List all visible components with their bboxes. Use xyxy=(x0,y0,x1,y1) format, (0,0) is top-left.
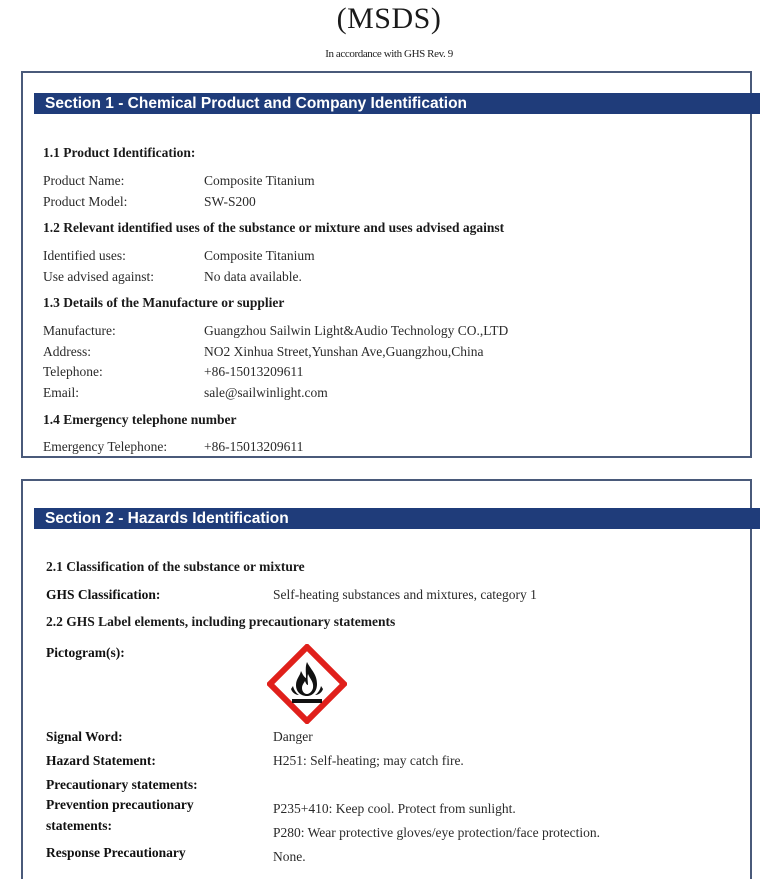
telephone-label: Telephone: xyxy=(43,364,103,379)
prevention-statements-label: statements: xyxy=(46,818,112,833)
section-2-title-bar: Section 2 - Hazards Identification xyxy=(34,508,760,529)
signal-word-label: Signal Word: xyxy=(46,729,123,744)
address-label: Address: xyxy=(43,344,91,359)
section-1-title-bar: Section 1 - Chemical Product and Company Identification xyxy=(34,93,760,114)
use-advised-against-label: Use advised against: xyxy=(43,269,154,284)
subsection-2-1-heading: 2.1 Classification of the substance or mixture xyxy=(46,559,305,574)
response-precautionary-label: Response Precautionary xyxy=(46,845,186,860)
identified-uses-label: Identified uses: xyxy=(43,248,126,263)
use-advised-against-value: No data available. xyxy=(204,269,302,284)
pictogram-label: Pictogram(s): xyxy=(46,645,125,660)
product-name-label: Product Name: xyxy=(43,173,125,188)
section-1-panel xyxy=(21,71,752,458)
emergency-telephone-value: +86-15013209611 xyxy=(204,439,304,454)
document-title: (MSDS) xyxy=(336,2,442,35)
ghs02-flame-icon xyxy=(267,644,347,724)
hazard-statement-label: Hazard Statement: xyxy=(46,753,156,768)
prevention-precautionary-label: Prevention precautionary xyxy=(46,797,194,812)
subsection-1-2-heading: 1.2 Relevant identified uses of the substance or mixture and uses advised against xyxy=(43,220,505,235)
precautionary-statements-label: Precautionary statements: xyxy=(46,777,198,792)
product-name-value: Composite Titanium xyxy=(204,173,315,188)
product-model-value: SW-S200 xyxy=(204,194,256,209)
manufacture-value: Guangzhou Sailwin Light&Audio Technology CO.,LTD xyxy=(204,323,509,338)
email-label: Email: xyxy=(43,385,79,400)
email-value: sale@sailwinlight.com xyxy=(204,385,328,400)
emergency-telephone-label: Emergency Telephone: xyxy=(43,439,168,454)
identified-uses-value: Composite Titanium xyxy=(204,248,315,263)
telephone-value: +86-15013209611 xyxy=(204,364,304,379)
product-model-label: Product Model: xyxy=(43,194,128,209)
section-2-panel xyxy=(21,479,752,879)
subsection-1-4-heading: 1.4 Emergency telephone number xyxy=(43,412,237,427)
prevention-statement-p235: P235+410: Keep cool. Protect from sunlight. xyxy=(273,801,516,816)
ghs-classification-label: GHS Classification: xyxy=(46,587,161,602)
prevention-statement-p280: P280: Wear protective gloves/eye protection/face protection. xyxy=(273,825,601,840)
address-value: NO2 Xinhua Street,Yunshan Ave,Guangzhou,China xyxy=(204,344,484,359)
subsection-2-2-heading: 2.2 GHS Label elements, including precautionary statements xyxy=(46,614,396,629)
response-precautionary-value: None. xyxy=(273,849,306,864)
subsection-1-3-heading: 1.3 Details of the Manufacture or supplier xyxy=(43,295,285,310)
signal-word-value: Danger xyxy=(273,729,313,744)
manufacture-label: Manufacture: xyxy=(43,323,116,338)
ghs-classification-value: Self-heating substances and mixtures, category 1 xyxy=(273,587,537,602)
document-subtitle: In accordance with GHS Rev. 9 xyxy=(325,48,453,60)
subsection-1-1-heading: 1.1 Product Identification: xyxy=(43,145,196,160)
hazard-statement-value: H251: Self-heating; may catch fire. xyxy=(273,753,464,768)
